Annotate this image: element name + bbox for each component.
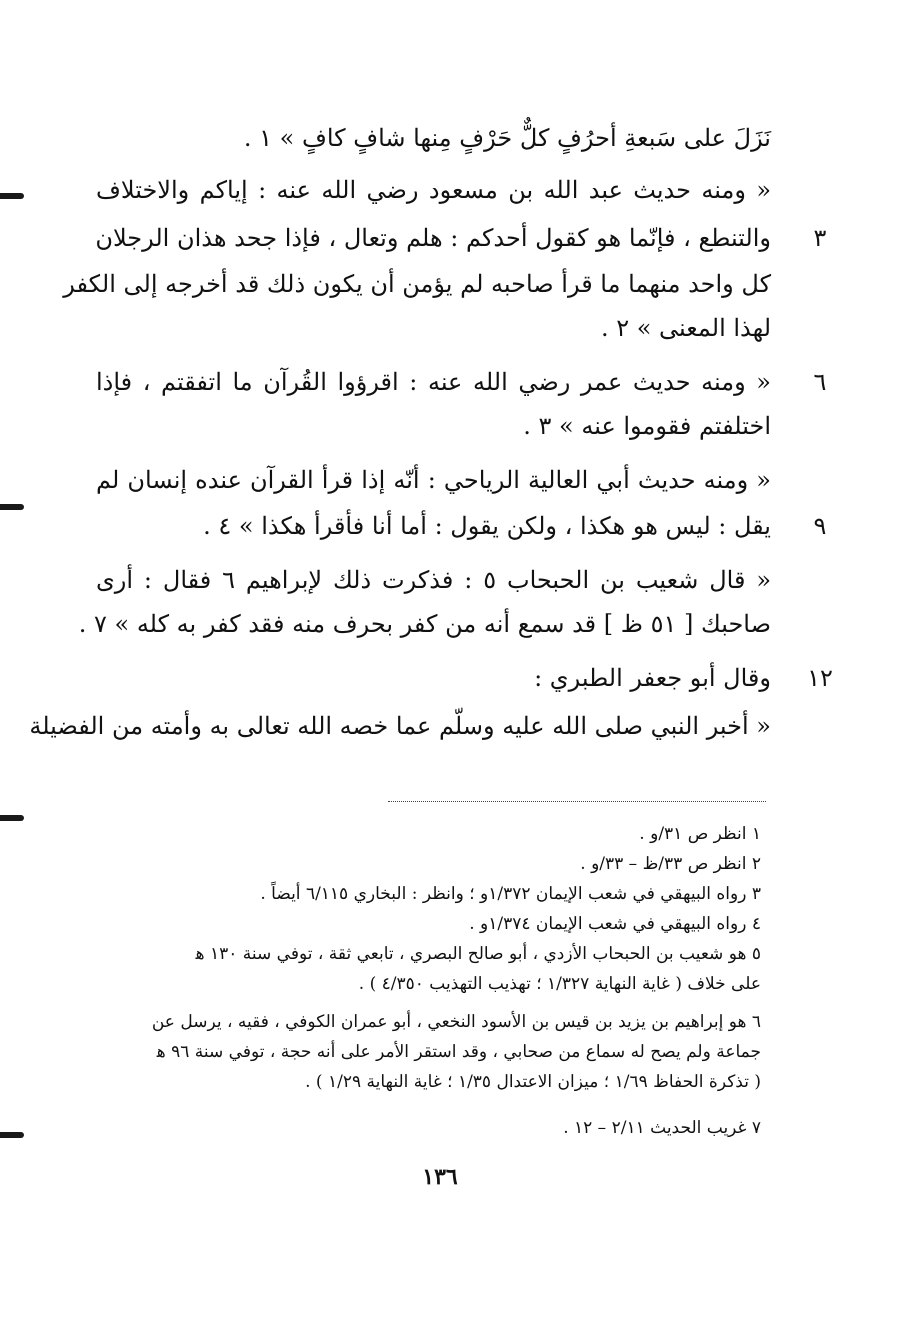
body-line-1: نَزَلَ على سَبعةِ أحرُفٍ كلٌّ حَرْفٍ مِنها شافٍ كافٍ » ١ . — [243, 124, 771, 152]
footnote-1: ١ انظر ص ٣١/و . — [639, 824, 761, 844]
footnote-7: ٧ غريب الحديث ٢/١١ – ١٢ . — [563, 1118, 761, 1138]
footnote-6-line-2: جماعة ولم يصح له سماع من صحابي ، وقد استقر الأمر على أنه حجة ، توفي سنة ٩٦ ﻫ — [156, 1042, 761, 1062]
footnote-3: ٣ رواه البيهقي في شعب الإيمان ١/٣٧٢و ؛ وانظر : البخاري ٦/١١٥ أيضاً . — [260, 884, 761, 904]
body-line-7: اختلفتم فقوموا عنه » ٣ . — [523, 412, 771, 440]
body-line-11: صاحبك [ ٥١ ظ ] قد سمع أنه من كفر بحرف منه فقد كفر به كله » ٧ . — [78, 610, 771, 638]
body-line-4: كل واحد منهما ما قرأ صاحبه لم يؤمن أن يكون ذلك قد أخرجه إلى الكفر — [63, 270, 771, 298]
scan-edge-mark — [0, 193, 24, 199]
body-line-10: « قال شعيب بن الحبحاب ٥ : فذكرت ذلك لإبراهيم ٦ فقال : أرى — [96, 566, 771, 594]
body-line-9: يقل : ليس هو هكذا ، ولكن يقول : أما أنا فأقرأ هكذا » ٤ . — [203, 512, 771, 540]
body-line-3: والتنطع ، فإنّما هو كقول أحدكم : هلم وتعال ، فإذا جحد هذان الرجلان — [95, 224, 771, 252]
body-line-12: وقال أبو جعفر الطبري : — [534, 664, 771, 692]
page-number: ١٣٦ — [422, 1164, 458, 1190]
scan-edge-mark — [0, 815, 24, 821]
body-line-6: « ومنه حديث عمر رضي الله عنه : اقرؤوا القُرآن ما اتفقتم ، فإذا — [96, 368, 771, 396]
footnote-4: ٤ رواه البيهقي في شعب الإيمان ١/٣٧٤و . — [469, 914, 761, 934]
footnote-5-line-1: ٥ هو شعيب بن الحبحاب الأزدي ، أبو صالح البصري ، تابعي ثقة ، توفي سنة ١٣٠ ﻫ — [195, 944, 761, 964]
body-line-13: « أخبر النبي صلى الله عليه وسلّم عما خصه الله تعالى به وأمته من الفضيلة — [29, 712, 771, 740]
line-number-6: ٦ — [813, 368, 827, 396]
line-number-3: ٣ — [813, 224, 827, 252]
line-number-12: ١٢ — [807, 664, 833, 692]
line-number-9: ٩ — [813, 512, 827, 540]
footnote-5-line-2: على خلاف ( غاية النهاية ١/٣٢٧ ؛ تهذيب التهذيب ٤/٣٥٠ ) . — [358, 974, 761, 994]
body-line-5: لهذا المعنى » ٢ . — [600, 314, 771, 342]
body-line-8: « ومنه حديث أبي العالية الرياحي : أنّه إذا قرأ القرآن عنده إنسان لم — [96, 466, 771, 494]
footnote-6-line-1: ٦ هو إبراهيم بن يزيد بن قيس بن الأسود النخعي ، أبو عمران الكوفي ، فقيه ، يرسل عن — [151, 1012, 761, 1032]
footnote-2: ٢ انظر ص ٣٣/ظ – ٣٣/و . — [580, 854, 761, 874]
footnote-separator — [388, 801, 766, 802]
footnote-6-line-3: ( تذكرة الحفاظ ١/٦٩ ؛ ميزان الاعتدال ١/٣٥ ؛ غاية النهاية ١/٢٩ ) . — [305, 1072, 761, 1092]
scan-edge-mark — [0, 504, 24, 510]
body-line-2: « ومنه حديث عبد الله بن مسعود رضي الله عنه : إياكم والاختلاف — [96, 176, 771, 204]
scan-edge-mark — [0, 1132, 24, 1138]
